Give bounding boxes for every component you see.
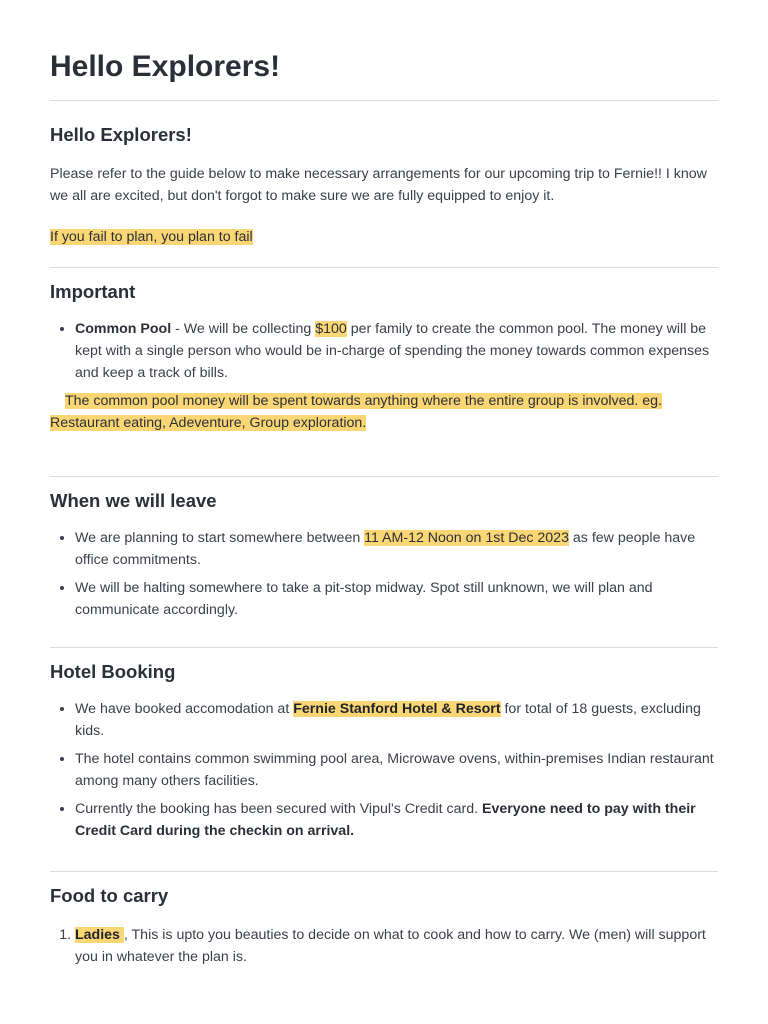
date-highlight: 11 AM-12 Noon on 1st Dec 2023 xyxy=(364,530,569,546)
leave-heading: When we will leave xyxy=(50,490,217,511)
divider xyxy=(50,647,718,648)
list-item xyxy=(75,798,718,842)
important-list xyxy=(50,318,718,384)
payment-note: Everyone need to pay with their Credit Card during the checkin on arrival. xyxy=(75,801,696,839)
hotel-list xyxy=(50,698,718,842)
item-text: as few people have office commitments. xyxy=(75,530,696,568)
intro-paragraph: Please refer to the guide below to make necessary arrangements for our upcoming trip to Fernie!! I know we all are excited, but don't forgot to make sure we are fully equipped to enjoy it. xyxy=(50,166,707,204)
hotel-name-highlight: Fernie Stanford Hotel & Resort xyxy=(293,701,501,717)
list-item xyxy=(75,318,718,384)
ladies-highlight: Ladies xyxy=(75,927,124,943)
item-text: - We will be collecting xyxy=(171,321,316,337)
important-heading: Important xyxy=(50,281,136,302)
common-pool-note xyxy=(50,390,718,434)
divider xyxy=(50,476,718,477)
list-item: • The hotel contains common swimming pool area, Microwave ovens, within-premises Indian restaurant among many others facilities. xyxy=(75,748,718,792)
intro-heading: Hello Explorers! xyxy=(50,124,192,145)
intro-quote xyxy=(50,226,718,248)
divider xyxy=(50,100,718,101)
item-text: for total of 18 guests, excluding kids. xyxy=(75,701,701,739)
item-text: We have booked accomodation at xyxy=(75,701,294,717)
list-item: • We will be halting somewhere to take a pit-stop midway. Spot still unknown, we will plan and communicate accordingly. xyxy=(75,577,718,621)
food-list xyxy=(50,924,718,968)
food-heading: Food to carry xyxy=(50,885,169,906)
page-title: Hello Explorers! xyxy=(50,50,281,83)
hotel-heading: Hotel Booking xyxy=(50,661,176,682)
item-text: Currently the booking has been secured with Vipul's Credit card. xyxy=(75,801,483,817)
item-text: per family to create the common pool. The money will be kept with a single person who would be in-charge of spending the money towards common expenses and keep a track of bills. xyxy=(75,321,710,381)
item-text: , This is upto you beauties to decide on what to cook and how to carry. We (men) will support you in whatever the plan is. xyxy=(75,927,706,965)
quote-highlight: If you fail to plan, you plan to fail xyxy=(50,229,253,245)
divider xyxy=(50,267,718,268)
common-pool-label: Common Pool xyxy=(75,321,172,337)
list-item xyxy=(75,527,718,571)
divider xyxy=(50,871,718,872)
list-item xyxy=(75,924,718,968)
leave-list xyxy=(50,527,718,621)
note-highlight: The common pool money will be spent towards anything where the entire group is involved. eg. Restaurant eating, Adeventure, Group exploration. xyxy=(50,393,662,431)
amount-highlight: $100 xyxy=(315,321,347,337)
list-item xyxy=(75,698,718,742)
item-text: We are planning to start somewhere between xyxy=(75,530,365,546)
